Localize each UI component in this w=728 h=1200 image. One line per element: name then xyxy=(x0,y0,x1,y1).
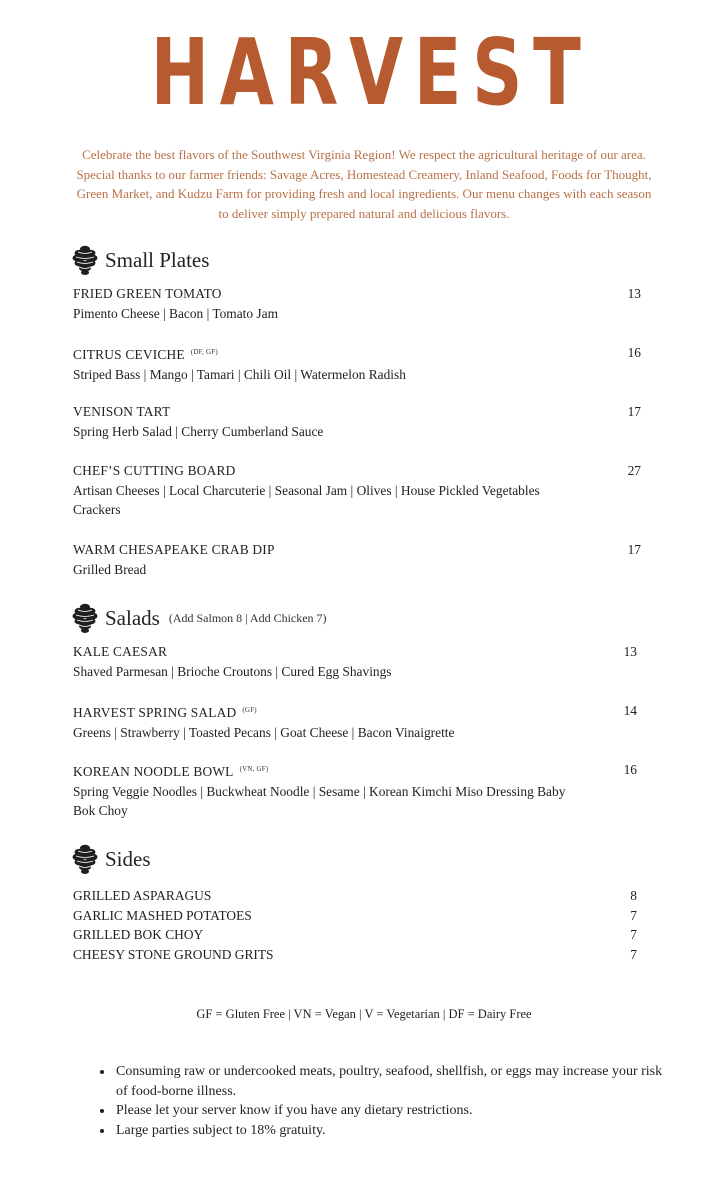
item-description: Grilled Bread xyxy=(73,561,147,577)
item-name: HARVEST SPRING SALAD xyxy=(73,705,237,720)
item-price: 27 xyxy=(627,463,641,478)
item-name: GRILLED BOK CHOY xyxy=(73,927,204,943)
note-item: • Consuming raw or undercooked meats, poultry, seafood, shellfish, or eggs may increase your risk of food-borne illness. xyxy=(114,1062,674,1101)
section-header-sides xyxy=(72,843,151,875)
item-price: 7 xyxy=(630,946,637,962)
side-item xyxy=(73,906,637,926)
item-price: 8 xyxy=(630,888,637,903)
menu-item xyxy=(73,461,641,520)
diet-tag: (DF, GF) xyxy=(190,348,218,356)
item-description: Spring Veggie Noodles | Buckwheat Noodle | Sesame | Korean Kimchi Miso Dressing Baby Bok Choy xyxy=(73,783,566,819)
item-name-row xyxy=(73,760,641,782)
section-header-small-plates xyxy=(72,244,209,276)
menu-item xyxy=(73,760,641,821)
item-name-row xyxy=(73,701,641,723)
item-name: WARM CHESAPEAKE CRAB DIP xyxy=(73,542,275,557)
note-item: • Large parties subject to 18% gratuity. xyxy=(114,1121,674,1141)
item-name: FRIED GREEN TOMATO xyxy=(73,286,222,301)
item-price: 13 xyxy=(623,644,637,659)
side-item xyxy=(73,886,637,906)
notes-list xyxy=(96,1062,674,1140)
item-price: 14 xyxy=(623,703,637,718)
note-item: • Please let your server know if you have any dietary restrictions. xyxy=(114,1101,674,1121)
item-price: 13 xyxy=(627,286,641,301)
item-name: CITRUS CEVICHE xyxy=(73,347,185,362)
item-price: 16 xyxy=(627,345,641,360)
item-description: Shaved Parmesan | Brioche Croutons | Cured Egg Shavings xyxy=(73,663,392,679)
diet-legend: GF = Gluten Free | VN = Vegan | V = Vegetarian | DF = Dairy Free xyxy=(196,1007,532,1021)
item-name-row xyxy=(73,343,641,365)
item-name: GARLIC MASHED POTATOES xyxy=(73,907,252,923)
item-name: KALE CAESAR xyxy=(73,644,168,659)
side-item xyxy=(73,945,637,965)
pinecone-icon xyxy=(72,244,98,276)
item-name: GRILLED ASPARAGUS xyxy=(73,888,212,903)
item-price: 16 xyxy=(623,762,637,777)
intro-text: Celebrate the best flavors of the Southwest Virginia Region! We respect the agricultural heritage of our area. Special thanks to our farmer friends: Savage Acres, Homestead Creamery, Inland Seafood, Foods for Thought, Green Market, and Kudzu Farm for providing fresh and local ingredients. Our menu changes with each season to deliver simply prepared natural and delicious flavors. xyxy=(76,147,652,221)
item-price: 7 xyxy=(630,907,637,923)
item-name: VENISON TART xyxy=(73,404,171,419)
item-name: CHEESY STONE GROUND GRITS xyxy=(73,946,274,962)
menu-item xyxy=(73,642,641,681)
side-item xyxy=(73,925,637,945)
menu-item xyxy=(73,701,641,742)
item-description: Pimento Cheese | Bacon | Tomato Jam xyxy=(73,305,279,321)
diet-tag: (VN, GF) xyxy=(239,765,269,773)
section-title: Sides xyxy=(105,846,151,871)
section-header-salads xyxy=(72,602,327,634)
menu-item xyxy=(73,540,641,579)
item-price: 7 xyxy=(630,927,637,943)
item-description: Greens | Strawberry | Toasted Pecans | Goat Cheese | Bacon Vinaigrette xyxy=(73,724,455,740)
item-description: Spring Herb Salad | Cherry Cumberland Sauce xyxy=(73,423,324,439)
diet-tag: (GF) xyxy=(242,706,257,714)
item-name: KOREAN NOODLE BOWL xyxy=(73,764,234,779)
item-price: 17 xyxy=(627,404,641,419)
item-price: 17 xyxy=(627,542,641,557)
pinecone-icon xyxy=(72,843,98,875)
section-title: Small Plates xyxy=(105,247,210,272)
restaurant-logo: HARVEST xyxy=(150,19,592,126)
section-note: (Add Salmon 8 | Add Chicken 7) xyxy=(168,610,327,625)
item-name: CHEF’S CUTTING BOARD xyxy=(73,463,236,478)
item-description: Striped Bass | Mango | Tamari | Chili Oil | Watermelon Radish xyxy=(73,366,406,382)
menu-item xyxy=(73,284,641,323)
section-title: Salads xyxy=(105,605,160,630)
logo-wrapper xyxy=(0,14,728,132)
menu-item xyxy=(73,402,641,441)
item-description: Artisan Cheeses | Local Charcuterie | Seasonal Jam | Olives | House Pickled Vegetables Crackers xyxy=(73,482,540,518)
menu-item xyxy=(73,343,641,384)
pinecone-icon xyxy=(72,602,98,634)
